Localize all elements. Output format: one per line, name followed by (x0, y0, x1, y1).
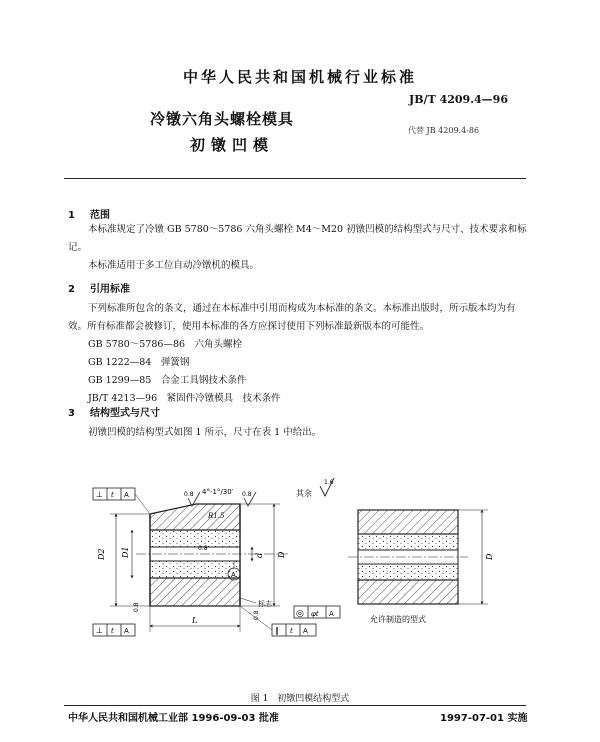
die-drawing (88, 470, 528, 680)
reference-item: GB 5780～5786—86 六角头螺栓 (88, 339, 243, 350)
section-1-heading (68, 206, 110, 221)
datum-ref: A (124, 491, 129, 499)
tolerance-phi-t: φt (311, 610, 319, 618)
dim-L-label: L (192, 616, 198, 625)
reference-item: GB 1299—85 合金工具钢技术条件 (88, 375, 247, 386)
roughness-08-label: 0.8 (133, 602, 140, 612)
references-intro-paragraph: 下列标准所包含的条文，通过在本标准中引用而构成为本标准的条文。本标准出版时，所示版本均为有效。所有标准都会被修订，使用本标准的各方应探讨使用下列标准最新版本的可能性。 (68, 303, 516, 332)
datum-ref: A (124, 627, 129, 635)
header-rule (64, 178, 526, 179)
dim-D-label: D (277, 551, 286, 558)
reference-item: GB 1222—84 弹簧钢 (88, 357, 190, 368)
perpendicularity-symbol: ⊥ (96, 626, 103, 635)
radius-label: R1.5 (208, 512, 225, 520)
dim-D1-label: D1 (121, 546, 130, 558)
tolerance-frame-bottom-left (93, 624, 135, 636)
standard-subtitle: 初镦凹模 (190, 136, 275, 154)
section-number: 3 (68, 408, 75, 419)
bore (150, 547, 240, 561)
case-upper (150, 504, 240, 530)
allowed-form-label: 允许制造的型式 (370, 615, 426, 624)
footer-rule (64, 705, 526, 706)
section-title: 引用标准 (90, 284, 130, 295)
standard-title: 冷镦六角头螺栓模具 (150, 110, 295, 128)
tolerance-t: t (290, 627, 293, 635)
case-lower (150, 578, 240, 606)
rest-label: 其余 (296, 489, 312, 498)
dim-D-label: D (485, 553, 494, 560)
org-title: 中华人民共和国机械行业标准 (182, 68, 417, 86)
implemented-note: 1997-07-01 实施 (440, 713, 528, 724)
mark-label: 标志 (258, 600, 272, 608)
section-number: 2 (68, 284, 75, 295)
rest-roughness-value: 1.6 (324, 479, 334, 486)
insert-lower (150, 561, 240, 578)
section-title: 结构型式与尺寸 (90, 408, 160, 419)
replaces-note: 代替 JB 4209.4-86 (408, 126, 480, 135)
dim-D2-label: D2 (97, 548, 106, 560)
concentricity-symbol: ◎ (296, 609, 304, 619)
tolerance-frame-top (93, 488, 150, 514)
alternate-form-view (348, 510, 494, 604)
section-2-heading (68, 280, 130, 295)
roughness-08-label: 0.8 (184, 491, 194, 498)
section-3-heading (68, 404, 160, 419)
angle-label: 4°-1°/30′ (202, 488, 234, 496)
datum-ref: A (303, 627, 308, 635)
tolerance-frame-concentric (294, 606, 340, 619)
figure-caption: 图 1 初镦凹模结构型式 (250, 694, 350, 704)
standard-number: JB/T 4209.4—96 (409, 93, 508, 106)
applicability-paragraph: 本标准适用于多工位自动冷镦机的模具。 (88, 260, 260, 271)
roughness-08-label: 0.8 (253, 610, 260, 620)
roughness-08-label: 0.8 (198, 545, 208, 552)
tolerance-t: t (111, 491, 114, 499)
datum-a-label: A (231, 571, 236, 579)
tolerance-frame-parallel (240, 606, 316, 636)
parallelism-symbol: ∥ (275, 626, 279, 635)
section-title: 范围 (90, 210, 110, 221)
section-number: 1 (68, 210, 75, 221)
flatness-symbol: ⊥ (96, 490, 103, 499)
tolerance-t: t (111, 627, 114, 635)
insert-upper (150, 530, 240, 547)
structure-paragraph: 初镦凹模的结构型式如图 1 所示，尺寸在表 1 中给出。 (88, 427, 322, 438)
issued-note: 中华人民共和国机械工业部 1996-09-03 批准 (68, 713, 279, 724)
roughness-08-label: 0.8 (242, 491, 252, 498)
dim-d-label: d (255, 552, 264, 558)
scope-paragraph: 本标准规定了冷镦 GB 5780～5786 六角头螺栓 M4～M20 初镦凹模的结构型式与尺寸、技术要求和标记。 (68, 224, 527, 253)
reference-item: JB/T 4213—96 紧固件冷镦模具 技术条件 (88, 393, 281, 404)
datum-ref: A (329, 610, 334, 618)
